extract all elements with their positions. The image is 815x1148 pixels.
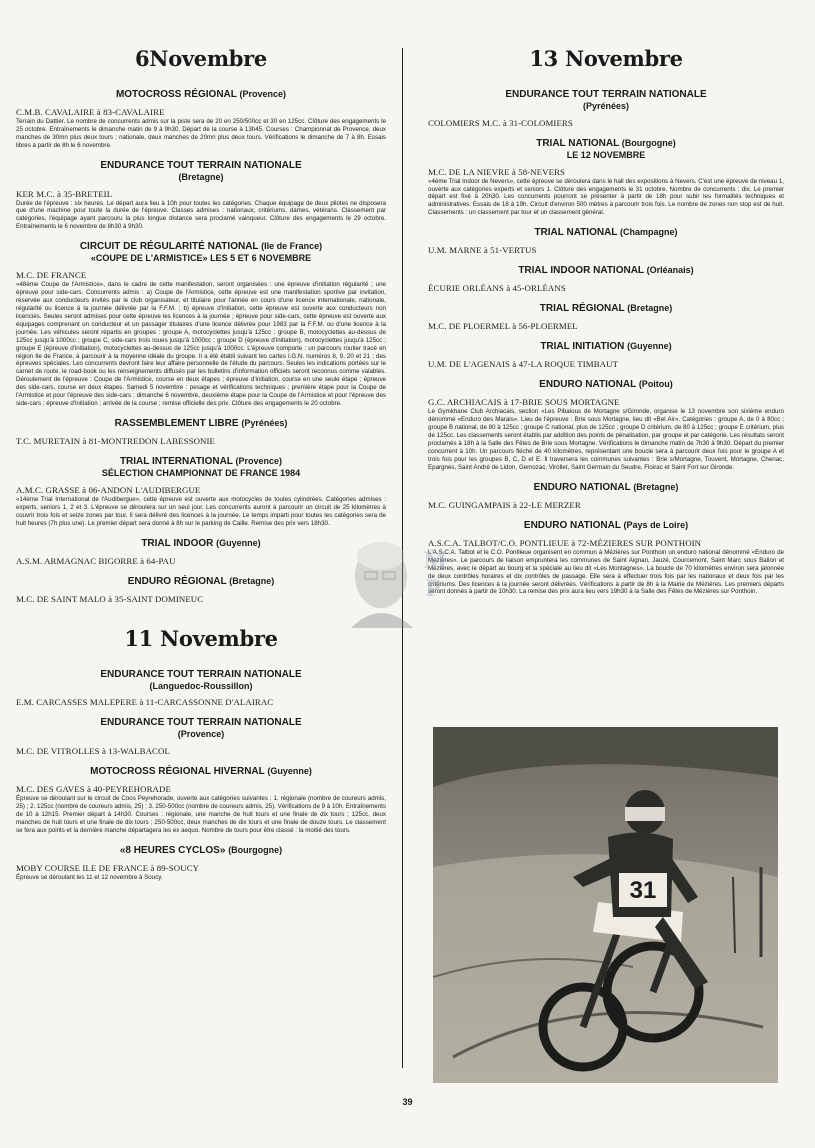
event-title-text: ENDURANCE TOUT TERRAIN NATIONALE (505, 89, 707, 100)
event-subtitle: LE 12 NOVEMBRE (566, 149, 646, 160)
event-subtitle: SÉLECTION CHAMPIONNAT DE FRANCE 1984 (101, 468, 301, 479)
event-region: (Bourgogne) (621, 137, 676, 148)
right-column (428, 40, 784, 606)
event-region: (Poitou) (638, 379, 673, 390)
event-listing (428, 227, 784, 255)
event-region: (Bretagne) (229, 575, 275, 586)
event-club: M.C. DE PLOERMEL à 56-PLOERMEL (428, 321, 578, 332)
event-region: (Provence) (239, 89, 287, 99)
event-listing (16, 576, 386, 604)
event-title-text: TRIAL NATIONAL (534, 227, 618, 239)
svg-text:P: P (425, 576, 442, 602)
event-title-text: ENDURANCE TOUT TERRAIN NATIONALE (100, 717, 302, 729)
event-title (16, 418, 386, 430)
event-listing (16, 241, 386, 408)
event-club: M.C. DES GAVES à 40-PEYREHORADE (16, 784, 171, 795)
event-listing (16, 418, 386, 446)
event-title (16, 845, 386, 857)
event-title-text: CIRCUIT DE RÉGULARITÉ NATIONAL (79, 241, 259, 253)
event-club: ÉCURIE ORLÉANS à 45-ORLÉANS (428, 283, 566, 294)
event-title (428, 379, 784, 391)
event-region: (Pyrénées) (241, 418, 288, 429)
event-title-text: ENDURANCE TOUT TERRAIN NATIONALE (100, 668, 302, 680)
event-listing (16, 717, 386, 756)
event-region: (Bourgogne) (228, 844, 283, 855)
svg-text:M: M (423, 548, 448, 574)
event-club: M.C. GUINGAMPAIS à 22-LE MERZER (428, 499, 581, 510)
event-title (16, 717, 386, 729)
event-title-text: ENDURO NATIONAL (533, 481, 631, 493)
event-title-text: TRIAL NATIONAL (536, 137, 619, 149)
event-club: M.C. DE LA NIEVRE à 58-NEVERS (428, 166, 566, 177)
event-title (428, 482, 784, 494)
event-description: Le Gymkhane Club Archiacais, section «Les Pibalous de Mortagne s/Gironde, organise le 13 novembre son sixième enduro dénommé «Enduro des Marais». Lieu de l'épreuve : Brie sous Mortagne, lieu dit «Bel Air». Catégories : groupe A, de 0 à 80cc ; groupe B national, de 80 à 125cc ; groupe C national, plus de 125cc ; groupe D critérium, de 80 à 125cc ; groupe E critérium, plus de 125cc. Les classements seront établis par addition des points de pénalisation, par groupe et par catégorie. Les résultats seront proclamés à 18h à la Salle des Fêtes de Brie sous Mortagne. Vérifications le dimanche matin de 7h30 à 9h30. Départ du premier concurrent à 10h. Un parcours fléché de 40 kilomètres, représentant une boucle sera à parcourir deux fois pour le groupe A et trois fois pour les groupes B, C, D et E. Il traversera les communes suivantes : Brie s/Mortagne, Touvent, Mortagne, Chenac, Epargnes, Saint André de Lidon, Gemozac, Virollet, Saint Germain du Seudre, Floirac et Saint Fort sur Gironde. (428, 408, 784, 471)
left-column (16, 40, 386, 892)
event-title-text: ENDURO NATIONAL (539, 379, 637, 391)
event-title (16, 456, 386, 468)
event-description: «48ème Coupe de l'Armistice», dans le cadre de cette manifestation, seront organisées : une épreuve d'initiation régularité ; une épreuve pour side-cars. Concurrents admis : a) Coupe de l'Armistice, cette épreuve est une manifestation sportive par invitation, réservée aux conducteurs invités par le club organisateur, et titulaire pour l'année en cours d'une licence internationale, nationale, régularité ou licence à la journée délivrée par la F.F.M. ; b) épreuve d'initiation, cette épreuve est ouverte aux conducteurs non licenciés. Seules seront admises pour cette épreuve les licences à la journée ; épreuve pour side-cars, cette épreuve est ouverte aux équipages comprenant un conducteur et un passager titulaires d'une licence délivrée pour 1983 par la F.F.M. ou d'une licence à la journée. Les véhicules seront répartis en groupes : groupe A, motocyclettes jusqu'à 125cc ; groupe B, motocyclettes au-dessus de 125cc jusqu'à 1000cc ; groupe C, side-cars trois roues jusqu'à 1000cc ; groupe D (épreuve d'initiation), motocyclettes jusqu'à 125cc ; groupe E (épreuve d'initiation), motocyclettes au-dessus de 125cc jusqu'à 1000cc. L'épreuve comporte : un parcours routier tracé en région Ile de France, à parcourir à la moyenne idéale du groupe. Il a été établi suivant les cartes I.G.N. numéros 8, 9, 20 et 21 ; des épreuves spéciales. Les concurrents devront faire leur affaire personnelle de l'étude du parcours. Seules les indications portées sur le carnet de route, le road-book ou les renseignements diffusés par les bulletins d'information officiels seront reconnus comme valables. Déroulement de l'épreuve : Coupe de l'Armistice, course en deux étapes ; épreuve d'initiation, course en une seule étape ; épreuve des side-cars, course en deux étapes. Samedi 5 novembre : pesage et vérifications techniques ; première étape pour la Coupe de l'Armistice et pour l'épreuve des side-cars ; dimanche 6 novembre, deuxième étape pour la Coupe de l'Armistice et pour l'épreuve des side-cars ; épreuve d'initiation ; arrivée de la course ; remise officielle des prix. Clôture des engagements le 20 octobre. (16, 281, 386, 408)
event-title-text: MOTOCROSS RÉGIONAL HIVERNAL (90, 766, 265, 778)
event-listing (428, 482, 784, 510)
event-list-6-novembre (16, 89, 386, 604)
event-listing (16, 160, 386, 232)
event-listing (16, 89, 386, 150)
event-description: «4ème Trial Indoor de Nevers», cette épreuve se déroulera dans le hall des expositions à Nevers. C'est une épreuve de niveau 1, ouverte aux catégories experts et seniors 1. Clôture des engagements le 31 octobre. Nombre de concurrents : dix. Le premier départ est fixé à 20h30. Les concurrents pourront se présenter à partir de 18h pour subir les formalités techniques et administratives. Essais de 18 à 19h. Circuit d'environ 500 mètres à parcourir trois fois. Le nombre de zones non stop est de huit. Classements : un classement par tour et un classement général. (428, 177, 784, 217)
event-region: (Pays de Loire) (623, 519, 689, 530)
event-region: (Provence) (235, 456, 283, 467)
date-heading-6-novembre: 6Novembre (134, 46, 267, 71)
event-title-text: ENDURO NATIONAL (523, 519, 621, 531)
portrait-watermark (341, 528, 453, 628)
event-title-text: «8 HEURES CYCLOS» (119, 844, 226, 856)
event-title (16, 669, 386, 681)
event-subtitle: (Pyrénées) (582, 101, 630, 111)
event-club: COLOMIERS M.C. à 31-COLOMIERS (428, 117, 573, 128)
event-title (428, 520, 784, 532)
event-title-text: TRIAL RÉGIONAL (539, 303, 625, 315)
event-list-13-novembre (428, 89, 784, 596)
event-region: (Guyenne) (216, 537, 261, 548)
event-club: A.S.M. ARMAGNAC BIGORRE à 64-PAU (16, 555, 176, 566)
event-club: G.C. ARCHIACAIS à 17-BRIE SOUS MORTAGNE (428, 397, 620, 408)
event-title (16, 538, 386, 550)
event-club: M.C. DE SAINT MALO à 35-SAINT DOMINEUC (16, 593, 204, 604)
event-title (428, 138, 784, 150)
event-club: M.C. DE FRANCE (16, 270, 87, 281)
event-title-text: TRIAL INDOOR NATIONAL (518, 265, 644, 277)
event-subtitle: «COUPE DE L'ARMISTICE» LES 5 ET 6 NOVEMBRE (90, 253, 312, 264)
date-heading-11-novembre: 11 Novembre (124, 625, 278, 651)
event-listing (16, 766, 386, 835)
event-title-text: TRIAL INTERNATIONAL (119, 456, 233, 468)
event-region: (Ile de France) (261, 241, 323, 252)
event-title (16, 576, 386, 588)
event-region: (Champagne) (620, 227, 678, 238)
event-club: A.M.C. GRASSE à 06-ANDON L'AUDIBERGUE (16, 484, 201, 495)
event-title-text: MOTOCROSS RÉGIONAL (115, 89, 237, 100)
event-title (16, 160, 386, 172)
event-subtitle: (Bretagne) (178, 171, 224, 182)
event-description: Épreuve se déroulant les 11 et 12 novembre à Soucy. (16, 873, 163, 881)
bike-number-plate: 31 (629, 877, 657, 904)
event-title (428, 341, 784, 353)
event-listing (428, 379, 784, 472)
event-club: MOBY COURSE ILE DE FRANCE à 89-SOUCY (16, 862, 200, 873)
event-club: M.C. DE VITROLLES à 13-WALBACOL (16, 746, 170, 757)
event-club: U.M. DE L'AGENAIS à 47-LA ROQUE TIMBAUT (428, 359, 619, 370)
event-listing (16, 845, 386, 882)
event-listing (428, 303, 784, 331)
page-number: 39 (402, 1097, 413, 1107)
event-title (428, 303, 784, 315)
event-title-text: TRIAL INDOOR (141, 537, 214, 549)
event-region: (Bretagne) (627, 303, 673, 314)
event-listing (16, 669, 386, 708)
event-title (16, 766, 386, 778)
event-description: Épreuve se déroulant sur le circuit de Coos Peyrehorade, ouverte aux catégories suivantes : 1. régionale (nombre de coureurs admis, 25) ; 2. 125cc (nombre de coureurs admis, 25) ; 3. 250-500cc (nombre de coureurs admis, 25). Vérifications de 9 à 10h. Entraînements de 10 à 12h15. Premier départ à 14h30. Courses : régionale, une manche de huit tours et une finale de dix tours ; 125cc, deux manches de huit tours et une finale de dix tours ; 250-500cc, deux manches de dix tours et une finale de douze tours. Le classement se fera aux points et la dernière manche départagera les ex aequo. Nombre de tours pour être classé : la moitié des tours. (16, 795, 386, 834)
event-title-text: ENDURO RÉGIONAL (127, 575, 227, 587)
event-listing (428, 265, 784, 293)
event-list-11-novembre (16, 669, 386, 882)
event-club: T.C. MURETAIN à 81-MONTREDON LABESSONIE (16, 436, 215, 447)
event-title (428, 89, 784, 101)
event-region: (Bretagne) (633, 481, 679, 492)
event-listing (428, 341, 784, 369)
event-region: (Orléanais) (646, 265, 694, 276)
event-club: E.M. CARCASSES MALEPERE à 11-CARCASSONNE D'ALAIRAC (16, 697, 274, 708)
event-listing (428, 138, 784, 217)
event-subtitle: (Provence) (177, 729, 225, 740)
event-listing (16, 456, 386, 528)
event-title (428, 227, 784, 239)
event-region: (Guyenne) (627, 341, 672, 352)
event-title (428, 265, 784, 277)
event-listing (428, 89, 784, 128)
event-title-text: RASSEMBLEMENT LIBRE (114, 418, 239, 430)
event-title-text: ENDURANCE TOUT TERRAIN NATIONALE (100, 159, 302, 171)
event-description: L'A.S.C.A. Talbot et le C.O. Pontlieue organisent en commun à Mézières sur Ponthoin un enduro national dénommé «Enduro de Mézières». Le parcours de liaison empruntera les communes de Saint Aignan, Jauzé, Courcemont, Saint Marc sous Ballon et Mézières, avec le départ au bourg et la spéciale au lieu dit «Les Montagnes». La boucle de 70 kilomètres environ sera jalonnée de deux contrôles horaires et dix contrôles de passage. Elle sera à effectuer trois fois par les nationaux et deux fois par les critériums. Des licences à la journée seront délivrées. Vérifications à partir de 8h à la Mairie de Mézières. Les premiers départs seront donnés à partir de 10h30. La remise des prix aura lieu vers 19h30 à la Salle des Fêtes de Mézières sur Ponthoin. (428, 548, 784, 596)
event-listing (16, 538, 386, 566)
date-heading-13-novembre: 13 Novembre (529, 46, 683, 71)
event-club: KER M.C. à 35-BRETEIL (16, 188, 113, 199)
event-description: Terrain du Dattier. Le nombre de concurrents admis sur la piste sera de 20 en 250/500cc et 30 en 125cc. Clôture des engagements le 25 octobre. Entraînements le dimanche matin de 9 à 9h30. Départ de la course à 13h45. Courses : Championnat de Provence, deux manches de 30mn plus deux tours ; nationale, deux manches de 20mn plus deux tours. Vérifications le dimanche de 7 à 8h. Essais libres à partir de 8h le 6 novembre. (16, 118, 386, 149)
event-subtitle: (Languedoc-Roussillon) (149, 680, 253, 691)
event-title-text: TRIAL INITIATION (540, 341, 625, 353)
event-title (16, 241, 386, 253)
event-description: «14ème Trial International de l'Audibergue», cette épreuve est ouverte aux motocycles de toutes cylindrées. Catégories admises : experts, seniors 1, 2 et 3. L'épreuve se déroulera sur un seul jour. Les concurrents auront à parcourir un circuit de 25 kilomètres à couvrir trois fois et seize zones par tour. Il sera délivré des licences à la journée. Le temps imparti pour toutes les catégories sera de huit heures (7h plus une). Le premier départ sera donné à 8h sur le parking de Caille. Remise des prix vers 18h30. (16, 495, 386, 527)
event-title (16, 89, 386, 101)
event-region: (Guyenne) (267, 766, 312, 777)
event-club: A.S.C.A. TALBOT/C.O. PONTLIEUE à 72-MÉZIERES SUR PONTHOIN (428, 537, 702, 548)
enduro-rider-photo (433, 727, 778, 1083)
event-club: U.M. MARNE à 51-VERTUS (428, 245, 537, 256)
event-description: Durée de l'épreuve : six heures. Le départ aura lieu à 10h pour toutes les catégories. Chaque équipage de deux pilotes ne disposera que d'une machine pour toute la durée de l'épreuve. Classes admises : nationaux, critériums, dames, vétérans. Classement par catégories, l'équipage ayant parcouru la plus longue distance sera proclamé vainqueur. Clôture des engagements le 29 octobre. Entraînements le 6 novembre de 8h30 à 9h30. (16, 199, 386, 231)
event-listing (428, 520, 784, 597)
event-club: C.M.B. CAVALAIRE à 83-CAVALAIRE (16, 107, 165, 117)
